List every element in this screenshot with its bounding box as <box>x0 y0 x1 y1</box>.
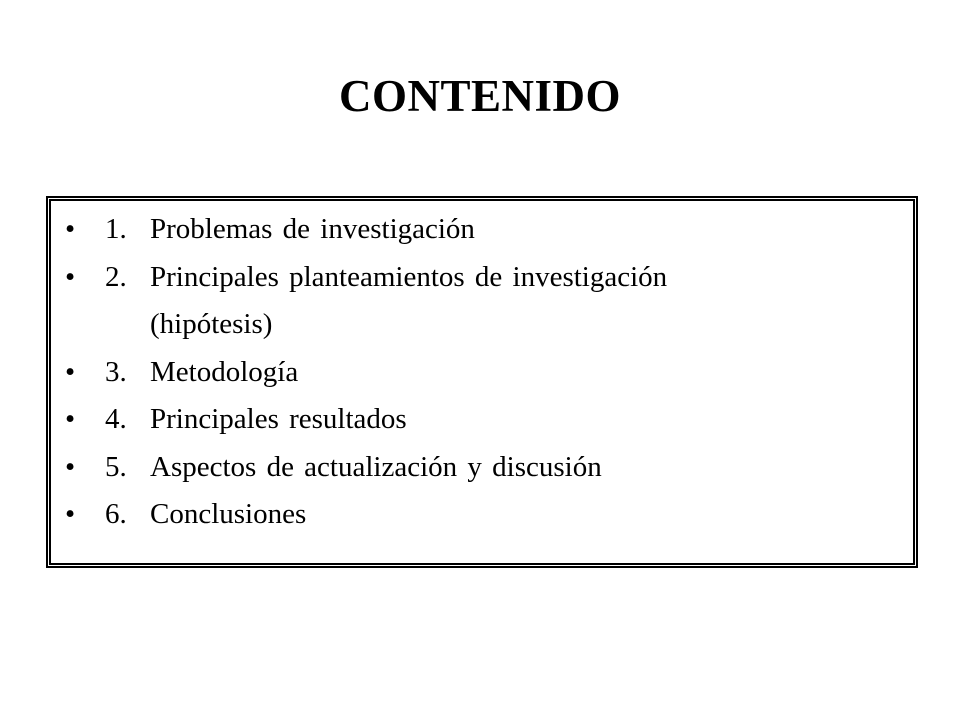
item-text: Conclusiones <box>150 498 307 530</box>
bullet-icon: • <box>65 355 76 388</box>
list-item <box>65 444 895 492</box>
list-item <box>65 254 895 349</box>
item-text: Problemas de investigación <box>150 213 475 245</box>
list-item <box>65 206 895 254</box>
item-number: 3. <box>105 355 127 388</box>
item-text-continuation: (hipótesis) <box>150 308 273 340</box>
item-text: Aspectos de actualización y discusión <box>150 450 602 483</box>
item-text: Principales planteamientos de investigación <box>150 260 668 293</box>
item-text: Principales resultados <box>150 403 407 435</box>
list-item <box>65 491 895 539</box>
item-number: 5. <box>105 450 127 483</box>
item-number: 6. <box>105 498 127 530</box>
item-number: 2. <box>105 260 127 293</box>
bullet-icon: • <box>65 403 76 435</box>
bullet-icon: • <box>65 213 76 245</box>
item-number: 4. <box>105 403 127 435</box>
bullet-icon: • <box>65 260 76 293</box>
item-text: Metodología <box>150 355 299 388</box>
list-item <box>65 349 895 397</box>
topic-list <box>65 206 895 539</box>
list-item <box>65 396 895 444</box>
content-box <box>46 196 918 568</box>
bullet-icon: • <box>65 498 76 530</box>
slide-title: CONTENIDO <box>338 71 622 121</box>
item-number: 1. <box>105 213 127 245</box>
bullet-icon: • <box>65 450 76 483</box>
